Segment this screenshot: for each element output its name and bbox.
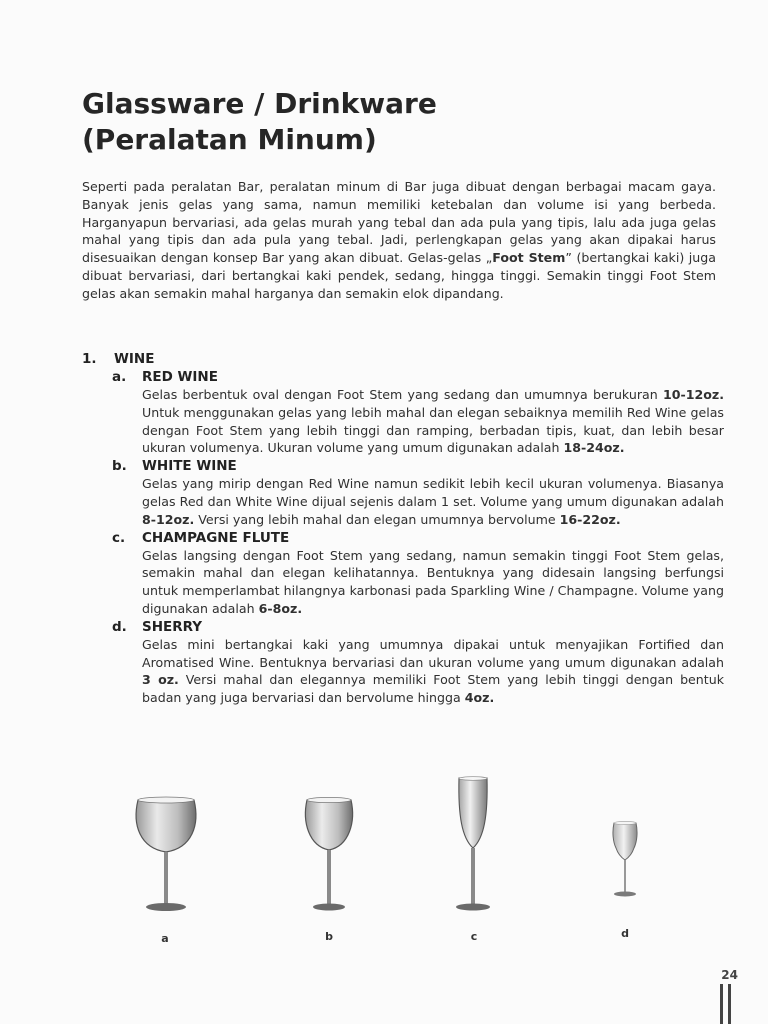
subsection-title: SHERRY bbox=[142, 618, 203, 635]
subsection-body bbox=[142, 636, 724, 707]
section-number: 1. bbox=[82, 351, 97, 367]
page-title bbox=[82, 86, 682, 158]
subsection-body bbox=[142, 475, 724, 528]
intro-text-end: ” (bertangkai kaki) juga dibuat bervariasi, dari bertangkai kaki pendek, sedang, hingga tinggi. Semakin tinggi Foot Stem gelas akan semakin mahal harganya dan semakin elok dipandang. bbox=[82, 250, 716, 301]
intro-text-start: Seperti pada peralatan Bar, peralatan minum di Bar juga dibuat dengan berbagai macam gaya. Banyak jenis gelas yang sama, namun memiliki ketebalan dan volume isi yang berbeda. Harganyapun bervariasi, ada gelas murah yang tebal dan ada pula yang tipis, lalu ada juga gelas mahal yang tipis dan ada pula yang tebal. Jadi, perlengkapan gelas yang akan dipakai harus disesuaikan dengan konsep Bar yang akan dibuat. Gelas-gelas „ bbox=[82, 179, 716, 266]
sherry-glass-icon bbox=[605, 818, 645, 904]
body-text: Gelas mini bertangkai kaki yang umumnya dipakai untuk menyajikan Fortified dan Aromatised Wine. Bentuknya bervariasi dan ukuran volume yang umum digunakan adalah bbox=[142, 636, 724, 670]
volume-value: 3 oz. bbox=[142, 672, 179, 688]
body-text: Gelas berbentuk oval dengan Foot Stem yang sedang dan umumnya berukuran bbox=[142, 387, 663, 402]
champagne-flute-icon bbox=[450, 776, 496, 916]
white-wine-glass-icon bbox=[300, 780, 358, 915]
body-text: Untuk menggunakan gelas yang lebih mahal dan elegan sebaiknya memilih Red Wine gelas dengan Foot Stem yang lebih tinggi dan ramping, berbadan tipis, kuat, dan lebih besar ukuran volumenya. Ukuran volume yang umum digunakan adalah bbox=[142, 404, 724, 456]
subsection-letter: d. bbox=[112, 618, 127, 635]
volume-value: 16-22oz. bbox=[559, 511, 621, 527]
volume-value: 8-12oz. bbox=[142, 511, 195, 527]
red-wine-glass-icon bbox=[130, 780, 202, 915]
page-title-line-2: (Peralatan Minum) bbox=[82, 123, 377, 156]
volume-value: 6-8oz. bbox=[258, 600, 303, 616]
page-title-line-1: Glassware / Drinkware bbox=[82, 87, 437, 120]
wine-subsection bbox=[112, 529, 724, 618]
body-text: Versi mahal dan elegannya memiliki Foot Stem yang lebih tinggi dengan bentuk badan yang juga bervariasi dan bervolume hingga bbox=[142, 672, 725, 706]
champagne-flute-label: c bbox=[470, 930, 478, 943]
wine-subsection-list bbox=[82, 368, 724, 707]
white-wine-glass-label: b bbox=[325, 930, 333, 943]
champagne-flute-figure bbox=[450, 776, 496, 916]
body-text: Versi yang lebih mahal dan elegan umumnya bervolume bbox=[194, 511, 560, 527]
volume-value: 10-12oz. bbox=[662, 387, 724, 402]
wine-section bbox=[82, 350, 724, 707]
red-wine-glass-label: a bbox=[161, 932, 169, 945]
section-heading-label: WINE bbox=[114, 351, 155, 367]
subsection-heading bbox=[112, 368, 724, 386]
subsection-heading bbox=[112, 529, 724, 547]
body-text: Gelas langsing dengan Foot Stem yang sedang, namun semakin tinggi Foot Stem gelas, semakin mahal dan elegan kelihatannya. Bentuknya yang didesain langsing berfungsi untuk memperlambat hilangnya karbonasi pada Sparkling Wine / Champagne. Volume yang digunakan adalah bbox=[142, 547, 724, 616]
wine-subsection bbox=[112, 368, 724, 457]
sherry-glass-label: d bbox=[621, 927, 629, 940]
white-wine-glass-figure bbox=[300, 780, 358, 915]
page-number: 24 bbox=[721, 968, 738, 982]
intro-foot-stem-term: Foot Stem bbox=[492, 250, 566, 266]
page-edge-marks bbox=[720, 984, 734, 1024]
subsection-letter: a. bbox=[112, 369, 127, 385]
subsection-title: WHITE WINE bbox=[142, 458, 237, 475]
subsection-body bbox=[142, 386, 724, 457]
body-text: Gelas yang mirip dengan Red Wine namun sedikit lebih kecil ukuran volumenya. Biasanya gelas Red dan White Wine dijual sejenis dalam 1 set. Volume yang umum digunakan adalah bbox=[142, 476, 724, 509]
subsection-body bbox=[142, 547, 724, 618]
subsection-letter: b. bbox=[112, 458, 127, 475]
subsection-title: CHAMPAGNE FLUTE bbox=[142, 529, 290, 546]
volume-value: 18-24oz. bbox=[563, 440, 625, 456]
intro-paragraph bbox=[82, 178, 716, 303]
subsection-letter: c. bbox=[112, 529, 126, 546]
subsection-heading bbox=[112, 618, 724, 636]
wine-subsection bbox=[112, 457, 724, 528]
red-wine-glass-figure bbox=[130, 780, 202, 915]
subsection-title: RED WINE bbox=[142, 369, 218, 385]
section-heading bbox=[82, 350, 724, 368]
wine-subsection bbox=[112, 618, 724, 707]
volume-value: 4oz. bbox=[464, 690, 495, 706]
sherry-glass-figure bbox=[605, 818, 645, 904]
subsection-heading bbox=[112, 457, 724, 475]
